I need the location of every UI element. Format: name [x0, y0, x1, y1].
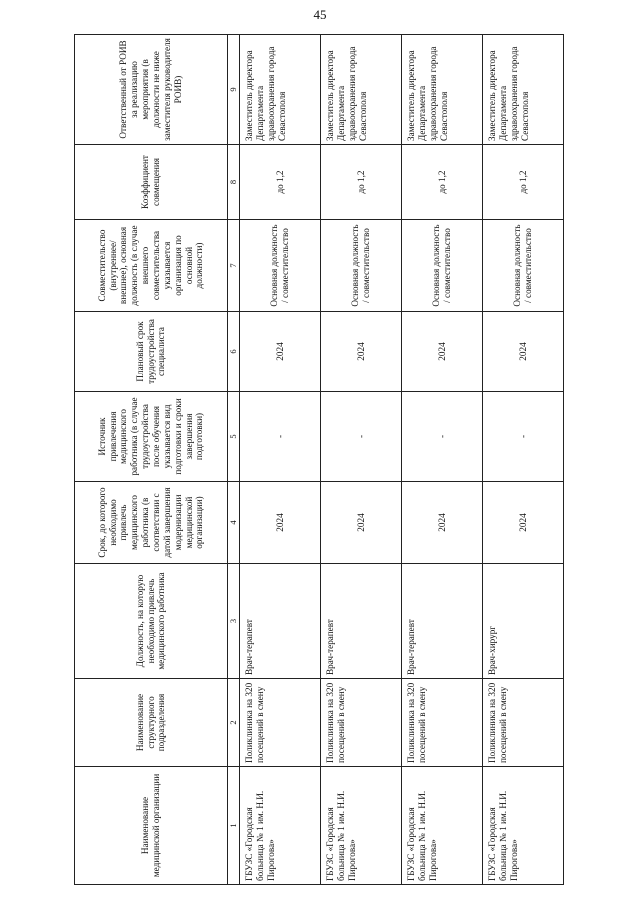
header-cell: Совместительство (внутреннее/внешнее), основная должность (в случае внешнего совместительства указывается организация по основной должности) — [75, 220, 228, 312]
table-cell: 2024 — [240, 312, 321, 392]
table-cell: Основная должность / совместительство — [402, 220, 483, 312]
table-row — [240, 35, 321, 885]
table-cell: ГБУЗС «Городская больница № 1 им. Н.И. Пирогова» — [483, 767, 564, 885]
column-number: 8 — [228, 145, 240, 220]
table-cell: ГБУЗС «Городская больница № 1 им. Н.И. Пирогова» — [321, 767, 402, 885]
table-cell: Заместитель директора Департамента здравоохранения города Севастополя — [240, 35, 321, 145]
table-cell: - — [240, 392, 321, 482]
table-cell: Поликлиника на 320 посещений в смену — [321, 679, 402, 767]
table-row — [483, 35, 564, 885]
header-cell: Должность, на которую необходимо привлечь медицинского работника — [75, 564, 228, 679]
header-cell: Срок, до которого необходимо привлечь медицинского работника (в соответствии с датой завершения модернизации медицинской организации) — [75, 482, 228, 564]
table-cell: 2024 — [483, 312, 564, 392]
table-cell: 2024 — [402, 312, 483, 392]
column-number-row — [228, 35, 240, 885]
table-cell: - — [321, 392, 402, 482]
header-cell: Наименование медицинской организации — [75, 767, 228, 885]
table-row — [402, 35, 483, 885]
table-cell: до 1,2 — [402, 145, 483, 220]
table-row — [321, 35, 402, 885]
table-cell: Поликлиника на 320 посещений в смену — [402, 679, 483, 767]
table-cell: ГБУЗС «Городская больница № 1 им. Н.И. Пирогова» — [240, 767, 321, 885]
column-number: 1 — [228, 767, 240, 885]
table-cell: Основная должность / совместительство — [483, 220, 564, 312]
table-cell: ГБУЗС «Городская больница № 1 им. Н.И. Пирогова» — [402, 767, 483, 885]
table-cell: 2024 — [240, 482, 321, 564]
table-cell: до 1,2 — [240, 145, 321, 220]
table-cell: до 1,2 — [321, 145, 402, 220]
header-row — [75, 35, 228, 885]
table-cell: Заместитель директора Департамента здравоохранения города Севастополя — [402, 35, 483, 145]
header-cell: Коэффициент совмещения — [75, 145, 228, 220]
table-cell: Заместитель директора Департамента здравоохранения города Севастополя — [321, 35, 402, 145]
table-cell: до 1,2 — [483, 145, 564, 220]
column-number: 7 — [228, 220, 240, 312]
table-cell: Поликлиника на 320 посещений в смену — [483, 679, 564, 767]
table-cell: Врач-терапевт — [402, 564, 483, 679]
page-number: 45 — [313, 7, 327, 22]
rotated-table-container — [74, 35, 564, 885]
column-number: 6 — [228, 312, 240, 392]
header-cell: Источник привлечения медицинского работника (в случае трудоустройства после обучения указывается вид подготовки и сроки завершения подготовки) — [75, 392, 228, 482]
column-number: 2 — [228, 679, 240, 767]
header-cell: Ответственный от РОИВ за реализацию мероприятия (в должности не ниже заместителя руководителя РОИВ) — [75, 35, 228, 145]
header-cell: Наименование структурного подразделения — [75, 679, 228, 767]
table-cell: 2024 — [321, 482, 402, 564]
table-cell: Поликлиника на 320 посещений в смену — [240, 679, 321, 767]
table-cell: - — [402, 392, 483, 482]
column-number: 4 — [228, 482, 240, 564]
table-cell: Основная должность / совместительство — [240, 220, 321, 312]
table-cell: - — [483, 392, 564, 482]
table-cell: Врач-хирург — [483, 564, 564, 679]
table-cell: Основная должность / совместительство — [321, 220, 402, 312]
column-number: 9 — [228, 35, 240, 145]
table-cell: Врач-терапевт — [240, 564, 321, 679]
table-cell: Заместитель директора Департамента здравоохранения города Севастополя — [483, 35, 564, 145]
table-cell: Врач-терапевт — [321, 564, 402, 679]
staffing-table — [74, 34, 564, 885]
column-number: 3 — [228, 564, 240, 679]
table-cell: 2024 — [321, 312, 402, 392]
column-number: 5 — [228, 392, 240, 482]
table-cell: 2024 — [483, 482, 564, 564]
header-cell: Плановый срок трудоустройства специалиста — [75, 312, 228, 392]
table-cell: 2024 — [402, 482, 483, 564]
